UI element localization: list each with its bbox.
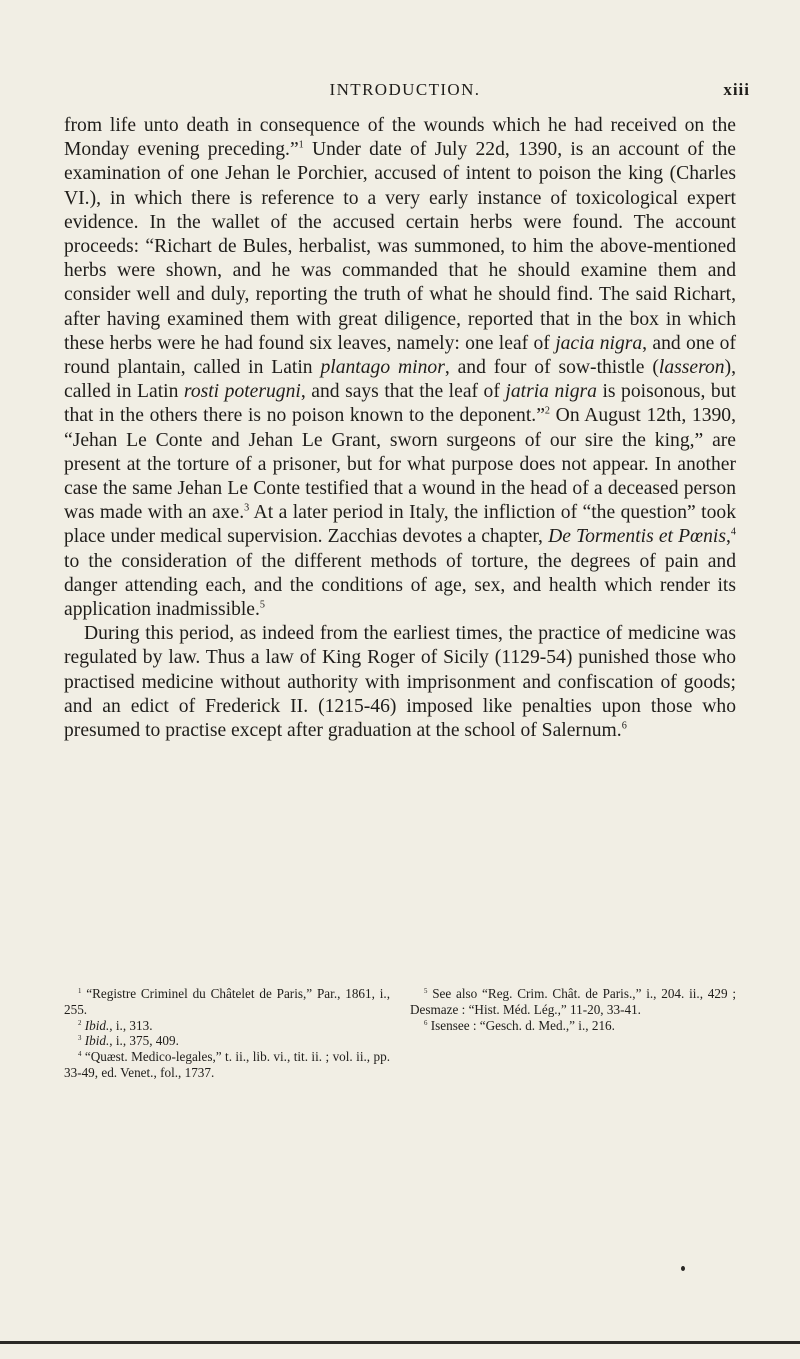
paragraph-1: from life unto death in consequence of the wounds which he had received on the Monday evening preceding.”$^1$ Under date of July 22d, 1390, is an account of the examination of one Jehan le Porchier, accused of intent to poison the king (Charles VI.), in which there is reference to a very early instance of toxicological expert evidence. In the wallet of the accused certain herbs were found. The account proceeds: “Richart de Bules, herbalist, was summoned, to him the above-mentioned herbs were shown, and he was commanded that he should examine them and consider well and duly, reporting the truth of what he should find. The said Richart, after having examined them with great diligence, reported that in the box in which these herbs were he had found six leaves, namely: one leaf of jacia nigra, and one of round plantain, called in Latin plantago minor, and four of sow-thistle (lasseron), called in Latin rosti poterugni, and says that the leaf of jatria nigra is poisonous, but that in the others there is no poison known to the deponent.”$^2$ On August 12th, 1390, “Jehan Le Conte and Jehan Le Grant, sworn surgeons of our sire the king,” are present at the torture of a prisoner, but for what purpose does not appear. In another case the same Jehan Le Conte testified that a wound in the head of a deceased person was made with an axe.$^3$ At a later period in Italy, the infliction of “the question” took place under medical supervision. Zacchias devotes a chapter, De Tormentis et Pœnis,$^4$ to the consideration of the different methods of torture, the degrees of pain and danger attending each, and the conditions of age, sex, and health which render its application inadmissible.$^5$ <box>64 115 736 621</box>
footnote-6: $^6$ Isensee : “Gesch. d. Med.,” i., 216. <box>424 1017 615 1033</box>
footnotes-right-column <box>410 986 736 1081</box>
footnote-3: $^3$ Ibid., i., 375, 409. <box>78 1033 179 1049</box>
footnote-1: $^1$ “Registre Criminel du Châtelet de Paris,” Par., 1861, i., 255. <box>64 986 390 1017</box>
footnote-ref-3: 3 <box>244 502 250 514</box>
footnote-ref-2: 2 <box>544 405 550 417</box>
body-text <box>64 114 736 743</box>
footnote-ref-5: 5 <box>259 599 265 611</box>
page-edge-rule <box>0 1341 800 1344</box>
footnote-ref-1: 1 <box>298 139 304 151</box>
footnote-ref-4: 4 <box>730 526 736 538</box>
ink-speck <box>681 1266 685 1271</box>
page-number: xiii <box>723 80 750 99</box>
running-head: INTRODUCTION. <box>329 80 481 99</box>
footnote-4: $^4$ “Quæst. Medico-legales,” t. ii., lib. vi., tit. ii. ; vol. ii., pp. 33-49, ed. Venet., fol., 1737. <box>64 1049 390 1080</box>
page-header <box>60 80 750 106</box>
footnotes <box>64 986 736 1081</box>
footnote-2: $^2$ Ibid., i., 313. <box>78 1017 153 1033</box>
footnote-5: $^5$ See also “Reg. Crim. Chât. de Paris.,” i., 204. ii., 429 ; Desmaze : “Hist. Méd. Lég.,” 11-20, 33-41. <box>410 986 736 1017</box>
footnote-ref-6: 6 <box>621 720 627 732</box>
paragraph-2: During this period, as indeed from the earliest times, the practice of medicine was regulated by law. Thus a law of King Roger of Sicily (1129-54) punished those who practised medicine without authority with imprisonment and confiscation of goods; and an edict of Frederick II. (1215-46) imposed like penalties upon those who presumed to practise except after graduation at the school of Salernum.$^6$ <box>64 623 736 742</box>
footnotes-left-column <box>64 986 390 1081</box>
